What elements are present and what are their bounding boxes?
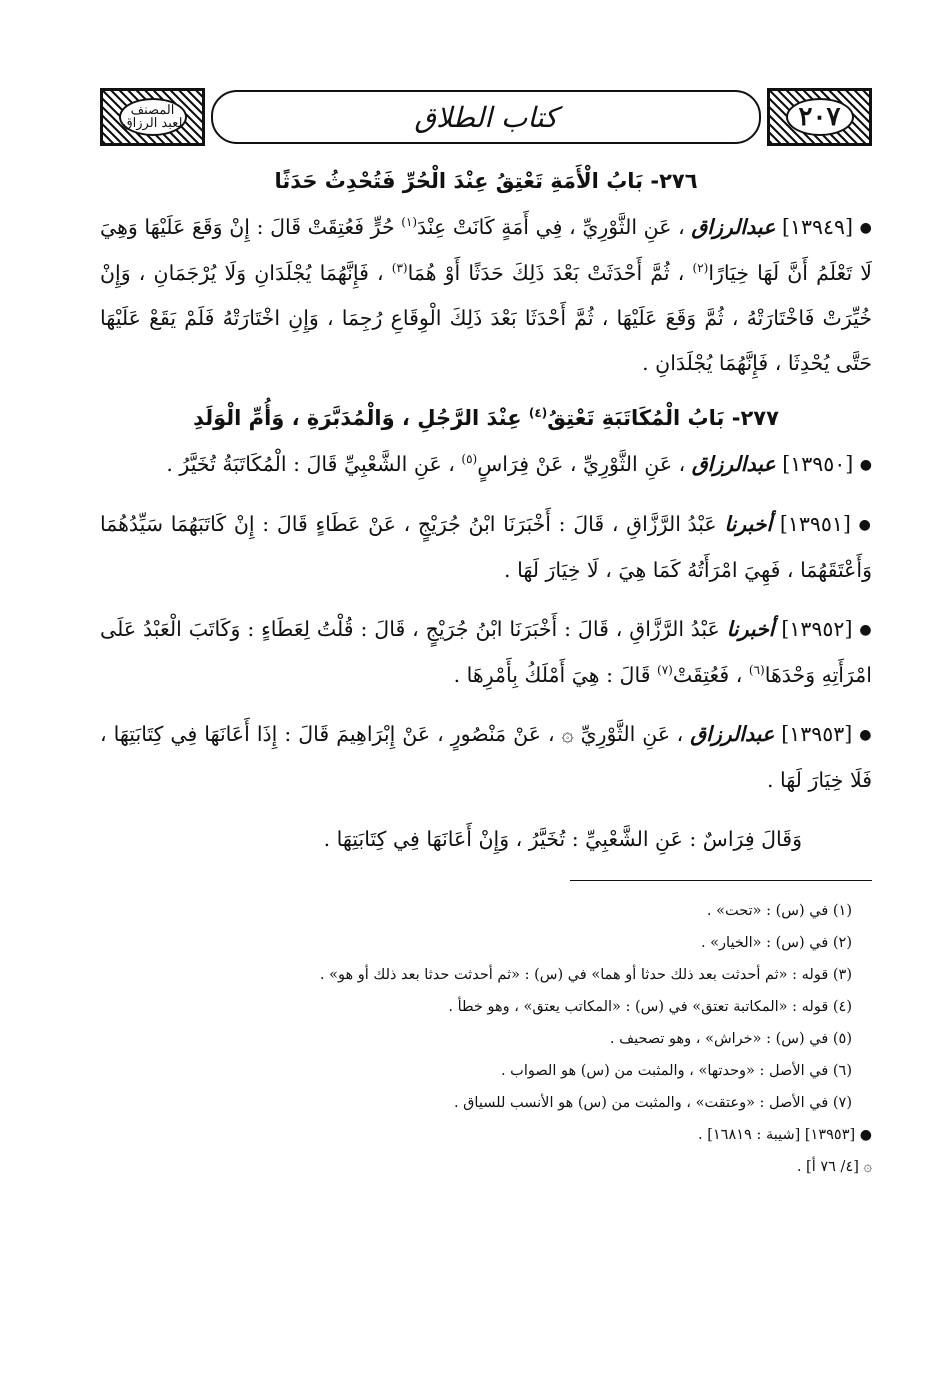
footnote-1: (١) في (س) : «تحت» .: [706, 903, 852, 919]
footnote-ref[interactable]: (١): [401, 215, 418, 230]
narrator: أخبرنا: [724, 512, 773, 536]
bullet-icon: ●: [859, 220, 872, 236]
footnote-ref[interactable]: (٤): [528, 406, 548, 420]
manuscript-folio-reference: ۞ [٤/ ٧٦ أ] .: [796, 1159, 872, 1175]
bullet-icon: ●: [859, 1127, 872, 1143]
hadith-number: [١٣٩٥٠]: [782, 452, 854, 476]
hadith-13953: ● [١٣٩٥٣] عبدالرزاق ، عَنِ الثَّوْرِيِّ ۞ ، عَنْ مَنْصُورٍ ، عَنْ إِبْرَاهِيمَ قَالَ : إِذَا أَعَانَهَا فِي كِتَابَتِهَا ، فَلَا خِيَارَ لَهَا .: [100, 722, 872, 792]
footnote-2: (٢) في (س) : «الخيار» .: [700, 935, 852, 951]
chapter-heading-276: ٢٧٦- بَابُ الْأَمَةِ تَعْتِقُ عِنْدَ الْحُرِّ فَتُحْدِثُ حَدَثًا: [274, 169, 698, 193]
hadith-13952: ● [١٣٩٥٢] أخبرنا عَبْدُ الرَّزَّاقِ ، قَالَ : أَخْبَرَنَا ابْنُ جُرَيْجٍ ، قَالَ : قُلْتُ لِعَطَاءٍ : وَكَاتَبَ الْعَبْدُ عَلَى امْرَأَتِهِ وَحْدَهَا$^{(٦)}$ ، فَعُتِقَتْ$^{(٧)}$ قَالَ : هِيَ أَمْلَكُ بِأَمْرِهَا .: [100, 617, 872, 687]
emblem-ornament: [100, 88, 205, 146]
bullet-icon: ●: [859, 622, 872, 638]
page-number: ٢٠٧: [786, 98, 854, 136]
hadith-number: [١٣٩٥٣]: [781, 722, 853, 746]
narrator: عبدالرزاق: [691, 452, 776, 476]
source-reference: ● [١٣٩٥٣] [شيبة : ١٦٨١٩] .: [698, 1127, 872, 1143]
hadith-13949: ● [١٣٩٤٩] عبدالرزاق ، عَنِ الثَّوْرِيِّ ، فِي أَمَةٍ كَانَتْ عِنْدَ$^{(١)}$ حُرٍّ فَعُتِقَتْ قَالَ : إِنْ وَقَعَ عَلَيْهَا وَهِيَ لَا تَعْلَمُ أَنَّ لَهَا خِيَارًا$^{(٢)}$ ، ثُمَّ أَحْدَثَتْ بَعْدَ ذَلِكَ حَدَثًا أَوْ هُمَا$^{(٣)}$ ، فَإِنَّهُمَا يُجْلَدَانِ وَلَا يُرْجَمَانِ ، وَإِنْ خُيِّرَتْ فَاخْتَارَتْهُ ، ثُمَّ وَقَعَ عَلَيْهَا ، ثُمَّ أَحْدَثَا بَعْدَ ذَلِكَ الْوِقَاعِ رُجِمَا ، وَإِنِ اخْتَارَتْهُ فَلَمْ يَقَعْ عَلَيْهَا حَتَّى يُحْدِثَا ، فَإِنَّهُمَا يُجْلَدَانِ .: [100, 215, 872, 375]
bullet-icon: ●: [858, 517, 872, 533]
running-header: [100, 85, 872, 149]
chapter-heading-277: ٢٧٧- بَابُ الْمُكَاتَبَةِ تَعْتِقُ$^{(٤)}$ عِنْدَ الرَّجُلِ ، وَالْمُدَبَّرَةِ ، وَأُمِّ الْوَلَدِ: [193, 406, 779, 430]
footnote-ref[interactable]: (٧): [657, 663, 673, 678]
hadith-number: [١٣٩٥١]: [779, 512, 851, 536]
bullet-icon: ●: [859, 727, 872, 743]
hadith-13950: ● [١٣٩٥٠] عبدالرزاق ، عَنِ الثَّوْرِيِّ ، عَنْ فِرَاسٍ$^{(٥)}$ ، عَنِ الشَّعْبِيِّ قَالَ : الْمُكَاتَبَةُ تُخَيَّرُ .: [166, 452, 872, 476]
narrator: عبدالرزاق: [691, 215, 776, 239]
footnote-6: (٦) في الأصل : «وحدتها» ، والمثبت من (س) هو الصواب .: [500, 1063, 852, 1079]
footnote-ref[interactable]: (٢): [692, 261, 709, 276]
page-number-ornament: [767, 88, 872, 146]
bullet-icon: ●: [859, 457, 872, 473]
hadith-continuation: وَقَالَ فِرَاسٌ : عَنِ الشَّعْبِيِّ : تُخَيَّرُ ، وَإِنْ أَعَانَهَا فِي كِتَابَتِهَا .: [323, 827, 802, 851]
footnote-4: (٤) قوله : «المكاتبة تعتق» في (س) : «المكاتب يعتق» ، وهو خطأ .: [448, 999, 852, 1015]
footnotes: [100, 895, 872, 1183]
footnote-divider: [570, 880, 872, 881]
footnote-3: (٣) قوله : «ثم أحدثت بعد ذلك حدثا أو هما» في (س) : «ثم أحدثت حدثا بعد ذلك أو هو» .: [319, 967, 852, 983]
header-title: كتاب الطلاق: [211, 90, 761, 144]
page: [100, 85, 872, 1183]
footnote-7: (٧) في الأصل : «وعتقت» ، والمثبت من (س) هو الأنسب للسياق .: [453, 1095, 852, 1111]
hadith-number: [١٣٩٤٩]: [781, 215, 854, 239]
book-emblem: المصنف لعبد الرزاق: [119, 98, 187, 136]
narrator: أخبرنا: [726, 617, 775, 641]
footnote-ref[interactable]: (٥): [461, 452, 478, 467]
hadith-number: [١٣٩٥٢]: [781, 617, 853, 641]
footnote-ref[interactable]: (٣): [391, 261, 408, 276]
narrator: عبدالرزاق: [690, 722, 775, 746]
hadith-13951: ● [١٣٩٥١] أخبرنا عَبْدُ الرَّزَّاقِ ، قَالَ : أَخْبَرَنَا ابْنُ جُرَيْجٍ ، عَنْ عَطَاءٍ قَالَ : إِنْ كَاتَبَهُمَا سَيِّدُهُمَا وَأَعْتَقَهُمَا ، فَهِيَ امْرَأَتُهُ كَمَا هِيَ ، لَا خِيَارَ لَهَا .: [100, 512, 872, 582]
footnote-5: (٥) في (س) : «خراش» ، وهو تصحيف .: [609, 1031, 852, 1047]
footnote-ref[interactable]: (٦): [748, 663, 765, 678]
